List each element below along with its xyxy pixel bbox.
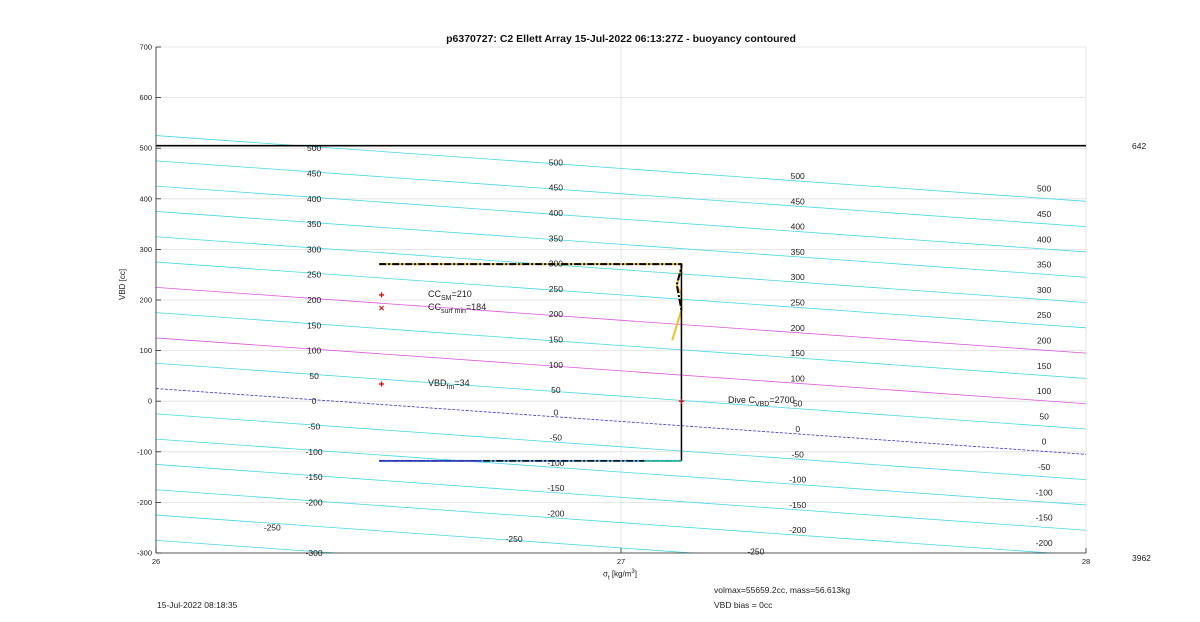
x-axis-label-symbol: σ	[603, 569, 608, 579]
contour-label: 50	[309, 370, 319, 381]
dive-series-line	[379, 264, 681, 340]
annotation-main: Dive C	[727, 395, 755, 406]
annotation-label	[428, 302, 486, 315]
contour-label: 50	[792, 398, 803, 409]
contour-label: 300	[790, 272, 805, 283]
contour-label: -150	[547, 483, 565, 494]
annotation-main: CC	[428, 302, 442, 313]
contour-label: 350	[548, 233, 563, 244]
chart-title: p6370727: C2 Ellett Array 15-Jul-2022 06:13:27Z - buoyancy contoured	[446, 33, 796, 45]
y-tick-label: 300	[139, 244, 152, 254]
contour-label: 0	[795, 424, 801, 435]
vbd-bias-text: VBD bias = 0cc	[714, 600, 773, 610]
annotation-value: =184	[465, 302, 487, 313]
plus-marker	[679, 399, 684, 404]
x-axis-label	[603, 569, 637, 581]
contour-label: -100	[547, 457, 565, 468]
contour-label: 450	[548, 182, 563, 193]
contour-label: 150	[307, 320, 322, 331]
plus-marker	[379, 292, 384, 297]
x-axis-label-superscript: 3	[631, 569, 635, 575]
contour-label: -250	[747, 546, 765, 557]
contour-label: 200	[307, 295, 322, 305]
y-tick-label: -300	[136, 548, 152, 558]
y-tick-label: 400	[139, 194, 152, 204]
contour-label: 300	[307, 244, 322, 255]
contour-label: 200	[790, 322, 805, 333]
contour-label: 0	[311, 396, 317, 407]
x-tick-label: 27	[616, 557, 626, 566]
x-axis-label-unit: [kg/m	[609, 569, 632, 579]
grid-lines	[156, 47, 1086, 553]
contour-label: 400	[548, 207, 563, 218]
contour-label: -150	[789, 499, 807, 510]
y-tick-label: -100	[136, 447, 152, 457]
data-series	[379, 264, 681, 461]
contour-label: -100	[1035, 487, 1053, 498]
annotation-value: =34	[454, 377, 470, 388]
contour-label: 450	[1037, 208, 1052, 219]
contour-label: 150	[790, 348, 805, 359]
contour-label: -50	[791, 449, 804, 460]
contour-label: 100	[307, 345, 322, 356]
annotation-label	[428, 378, 470, 391]
contour-label: 200	[1037, 335, 1052, 346]
x-axis-label-subscript: t	[607, 575, 610, 582]
contour-label: 350	[1037, 259, 1052, 270]
contour-label: -200	[547, 508, 565, 519]
annotation-value: =2700	[769, 395, 795, 406]
contour-label: 150	[1037, 360, 1052, 371]
contour-label: 0	[553, 407, 559, 418]
contour-label: -300	[305, 548, 323, 558]
contour-label: 100	[548, 359, 563, 370]
contour-label: -150	[305, 472, 323, 483]
contour-label: 50	[1039, 411, 1049, 422]
contour-label: 250	[548, 283, 563, 294]
data-markers	[379, 292, 684, 403]
contour-label: 400	[1037, 234, 1052, 245]
contour-label: 450	[790, 196, 805, 207]
volmax-mass-text: volmax=55659.2cc, mass=56.613kg	[714, 585, 851, 595]
contour-label: 400	[790, 221, 805, 232]
reference-line-right-label: 642	[1132, 140, 1147, 151]
contour-label: -250	[505, 533, 523, 544]
x-tick-label: 26	[151, 557, 161, 566]
annotation-label	[728, 395, 795, 408]
contour-label: 500	[307, 143, 322, 154]
contour-label: 500	[548, 157, 563, 168]
contour-label: 100	[1037, 386, 1052, 397]
contour-label: -200	[305, 497, 323, 508]
contour-label: 0	[1041, 436, 1047, 447]
contour-label: -50	[1038, 461, 1051, 472]
y-tick-label: 700	[139, 42, 152, 52]
bottom-right-label: 3962	[1132, 553, 1151, 563]
contour-label: -100	[789, 474, 807, 485]
x-tick-label: 28	[1081, 557, 1091, 566]
contour-label: 50	[551, 385, 561, 396]
y-tick-label: 500	[139, 143, 152, 153]
contour-label: 100	[790, 373, 805, 384]
x-marker	[379, 306, 383, 310]
tick-labels	[137, 43, 1090, 567]
annotation-sub: SM	[441, 294, 452, 302]
contour-label: 350	[790, 246, 805, 257]
contour-label: 400	[307, 193, 322, 204]
contour-label: 300	[548, 258, 563, 269]
annotation-sub: fm	[446, 383, 455, 391]
y-tick-label: -200	[136, 497, 152, 507]
y-tick-label: 0	[147, 396, 152, 406]
y-tick-label: 600	[139, 93, 152, 103]
contour-label: 450	[307, 168, 322, 179]
y-tick-label: 100	[139, 346, 152, 356]
plot-timestamp: 15-Jul-2022 08:18:35	[157, 600, 238, 610]
contour-label: 150	[548, 334, 563, 345]
contour-label: 250	[1037, 310, 1052, 321]
contour-label: -200	[789, 525, 807, 536]
annotations	[428, 289, 795, 408]
contour-label: 200	[548, 309, 563, 320]
y-tick-label: 200	[139, 295, 152, 305]
x-axis-label-close: ]	[634, 569, 637, 579]
contour-label: -250	[263, 522, 281, 533]
plus-marker	[379, 381, 384, 386]
contour-label: -200	[1035, 537, 1053, 548]
contour-label: 350	[307, 219, 322, 230]
annotation-main: VBD	[428, 377, 447, 388]
contour-label: 300	[1037, 284, 1052, 295]
contour-label: 250	[790, 297, 805, 308]
contour-label: -150	[1035, 512, 1053, 523]
annotation-sub: surf min	[441, 308, 466, 316]
annotation-main: CC	[428, 288, 442, 299]
annotation-sub: VBD	[754, 401, 770, 409]
contour-label: 500	[1037, 183, 1052, 194]
contour-label: 500	[790, 171, 805, 182]
contour-label: -50	[307, 421, 321, 432]
y-axis-label: VBD [cc]	[118, 268, 127, 300]
annotation-value: =210	[451, 288, 472, 299]
contour-label: 250	[307, 269, 322, 280]
contour-label: -100	[305, 446, 323, 457]
contour-label: -50	[549, 432, 563, 443]
